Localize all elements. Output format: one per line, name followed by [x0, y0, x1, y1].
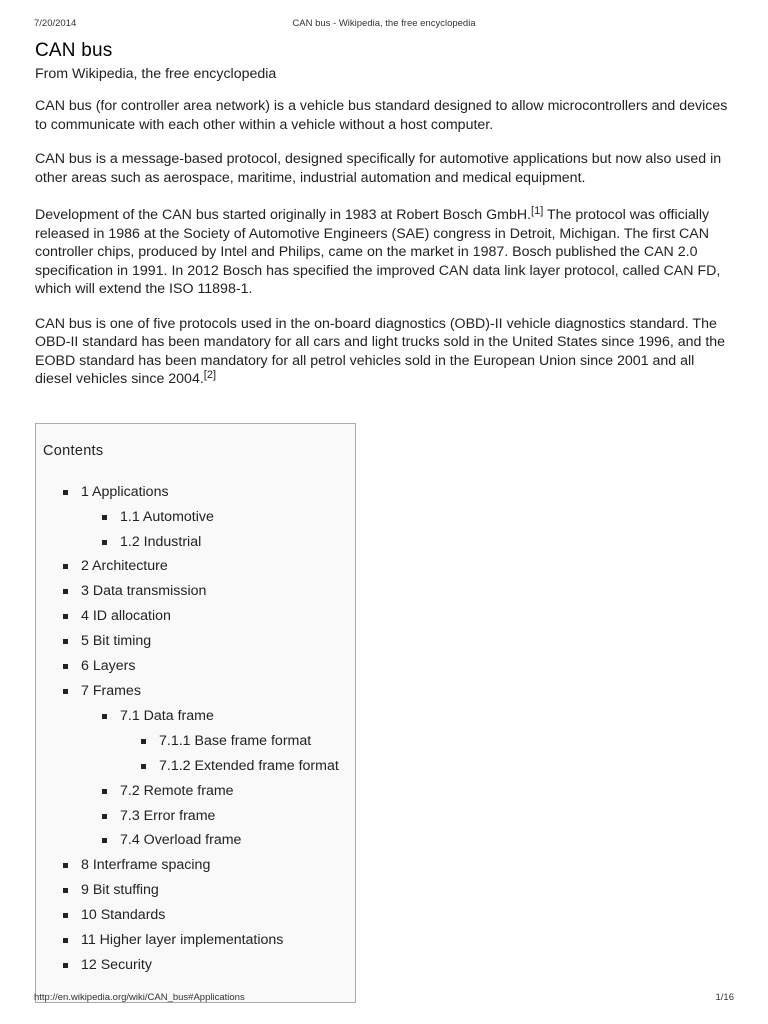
toc-item-data-transmission[interactable]	[81, 582, 206, 600]
bullet-icon	[63, 490, 68, 495]
print-footer	[34, 992, 734, 1006]
toc-item-error-frame[interactable]	[120, 807, 215, 825]
bullet-icon	[102, 540, 107, 545]
bullet-icon	[63, 863, 68, 868]
toc-item-label[interactable]: 1.1 Automotive	[120, 509, 214, 525]
bullet-icon	[63, 614, 68, 619]
bullet-icon	[63, 689, 68, 694]
toc-item-label[interactable]: 1 Applications	[81, 484, 169, 500]
page-subtitle: From Wikipedia, the free encyclopedia	[35, 66, 277, 82]
obd-paragraph	[35, 315, 735, 389]
toc-item-label[interactable]: 9 Bit stuffing	[81, 882, 159, 898]
bullet-icon	[63, 888, 68, 893]
toc-item-label[interactable]: 12 Security	[81, 957, 152, 973]
page-number: 1/16	[715, 992, 734, 1003]
bullet-icon	[102, 714, 107, 719]
toc-item-remote-frame[interactable]	[120, 782, 234, 800]
toc-item-interframe-spacing[interactable]	[81, 856, 210, 874]
toc-item-architecture[interactable]	[81, 557, 168, 575]
paragraph-text: Development of the CAN bus started originally in 1983 at Robert Bosch GmbH.	[35, 207, 532, 223]
toc-item-label[interactable]: 7.2 Remote frame	[120, 783, 234, 799]
toc-item-standards[interactable]	[81, 906, 165, 924]
toc-item-frames[interactable]	[81, 682, 141, 700]
bullet-icon	[63, 664, 68, 669]
bullet-icon	[63, 938, 68, 943]
print-date: 7/20/2014	[34, 18, 77, 29]
bullet-icon	[63, 589, 68, 594]
toc-item-data-frame[interactable]	[120, 707, 214, 725]
bullet-icon	[102, 838, 107, 843]
toc-item-label[interactable]: 7.1.2 Extended frame format	[159, 758, 339, 774]
toc-item-label[interactable]: 7 Frames	[81, 683, 141, 699]
toc-item-layers[interactable]	[81, 657, 135, 675]
toc-title: Contents	[43, 443, 104, 459]
intro-paragraph-1	[35, 97, 735, 134]
toc-item-label[interactable]: 6 Layers	[81, 658, 136, 674]
toc-item-label[interactable]: 2 Architecture	[81, 558, 168, 574]
toc-item-applications[interactable]	[81, 483, 169, 501]
print-url: http://en.wikipedia.org/wiki/CAN_bus#Applications	[34, 992, 245, 1003]
toc-item-label[interactable]: 7.1 Data frame	[120, 708, 214, 724]
toc-item-label[interactable]: 11 Higher layer implementations	[81, 932, 284, 948]
toc-item-higher-layer-implementations[interactable]	[81, 931, 283, 949]
toc-item-label[interactable]: 7.4 Overload frame	[120, 832, 242, 848]
print-page-title: CAN bus - Wikipedia, the free encyclopedia	[292, 18, 476, 29]
paragraph-text: CAN bus is one of five protocols used in the on-board diagnostics (OBD)-II vehicle diagnostics standard. The OBD-II standard has been mandatory for all cars and light trucks sold in the United States since 1996, and the EOBD standard has been mandatory for all petrol vehicles sold in the European Union since 2001 and all diesel vehicles since 2004.	[35, 315, 726, 387]
paragraph-text: The protocol was officially released in 1986 at the Society of Automotive Engineers (SAE) congress in Detroit, Michigan. The first CAN controller chips, produced by Intel and Philips, came on the market in 1987. Bosch published the CAN 2.0 specification in 1991. In 2012 Bosch has specified the improved CAN data link layer protocol, called CAN FD, which will extend the ISO 11898-1.	[35, 207, 721, 297]
toc-item-label[interactable]: 3 Data transmission	[81, 583, 207, 599]
toc-item-label[interactable]: 1.2 Industrial	[120, 534, 202, 550]
print-header	[34, 18, 734, 32]
toc-item-bit-stuffing[interactable]	[81, 881, 159, 899]
toc-item-security[interactable]	[81, 956, 152, 974]
bullet-icon	[102, 789, 107, 794]
bullet-icon	[141, 764, 146, 769]
table-of-contents	[35, 423, 356, 1003]
page-title: CAN bus	[35, 40, 113, 61]
toc-item-label[interactable]: 7.3 Error frame	[120, 808, 216, 824]
toc-item-bit-timing[interactable]	[81, 632, 151, 650]
intro-paragraph-2	[35, 150, 735, 187]
toc-item-label[interactable]: 7.1.1 Base frame format	[159, 733, 312, 749]
history-paragraph	[35, 206, 735, 299]
reference-link-1[interactable]: [1]	[531, 205, 544, 217]
toc-item-overload-frame[interactable]	[120, 831, 241, 849]
toc-item-label[interactable]: 4 ID allocation	[81, 608, 171, 624]
toc-item-industrial[interactable]	[120, 533, 201, 551]
reference-link-2[interactable]: [2]	[203, 369, 217, 381]
paragraph-text: CAN bus (for controller area network) is a vehicle bus standard designed to allow microcontrollers and devices to communicate with each other within a vehicle without a host computer.	[35, 98, 728, 133]
toc-item-label[interactable]: 8 Interframe spacing	[81, 857, 211, 873]
toc-item-id-allocation[interactable]	[81, 607, 171, 625]
bullet-icon	[102, 515, 107, 520]
article-body	[35, 38, 735, 389]
bullet-icon	[102, 814, 107, 819]
toc-item-extended-frame-format[interactable]	[159, 757, 339, 775]
bullet-icon	[63, 639, 68, 644]
toc-item-label[interactable]: 10 Standards	[81, 907, 166, 923]
bullet-icon	[141, 739, 146, 744]
bullet-icon	[63, 913, 68, 918]
bullet-icon	[63, 564, 68, 569]
toc-item-automotive[interactable]	[120, 508, 214, 526]
bullet-icon	[63, 963, 68, 968]
paragraph-text: CAN bus is a message-based protocol, designed specifically for automotive applications but now also used in other areas such as aerospace, maritime, industrial automation and medical equipment.	[35, 151, 722, 186]
toc-item-base-frame-format[interactable]	[159, 732, 311, 750]
toc-item-label[interactable]: 5 Bit timing	[81, 633, 152, 649]
